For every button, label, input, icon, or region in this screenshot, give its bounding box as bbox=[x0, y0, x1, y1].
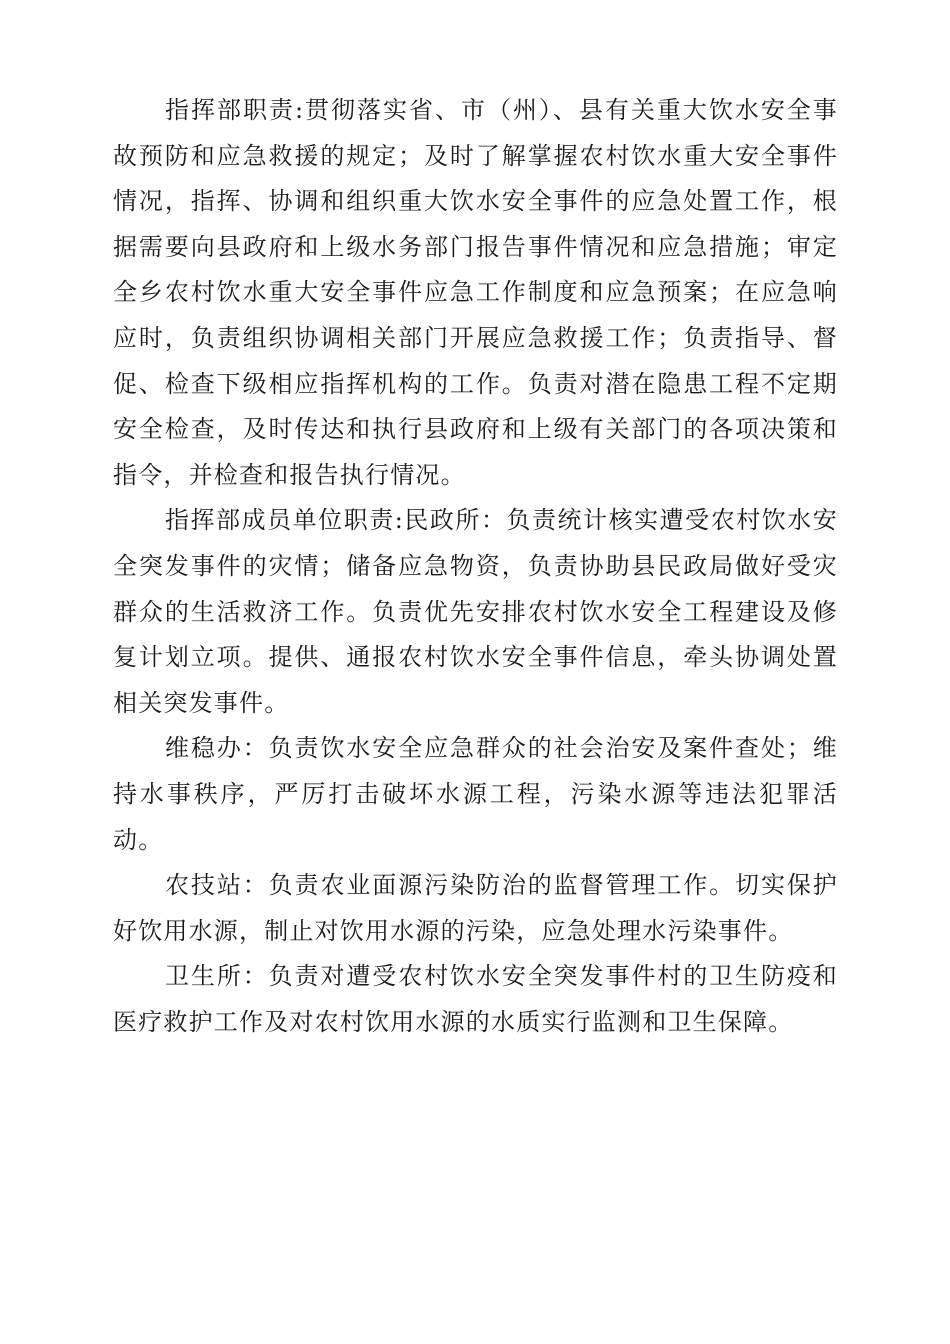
paragraph-command-duties: 指挥部职责:贯彻落实省、市（州）、县有关重大饮水安全事故预防和应急救援的规定；及时了解掌握农村饮水重大安全事件情况，指挥、协调和组织重大饮水安全事件的应急处置工作，根据需要向县政府和上级水务部门报告事件情况和应急措施；审定全乡农村饮水重大安全事件应急工作制度和应急预案；在应急响应时，负责组织协调相关部门开展应急救援工作；负责指导、督促、检查下级相应指挥机构的工作。负责对潜在隐患工程不定期安全检查，及时传达和执行县政府和上级有关部门的各项决策和指令，并检查和报告执行情况。 bbox=[113, 96, 838, 489]
document-body bbox=[113, 88, 838, 1045]
paragraph-health-clinic: 卫生所：负责对遭受农村饮水安全突发事件村的卫生防疫和医疗救护工作及对农村饮用水源的水质实行监测和卫生保障。 bbox=[113, 962, 838, 1036]
paragraph-stability-office: 维稳办：负责饮水安全应急群众的社会治安及案件查处；维持水事秩序，严厉打击破坏水源工程，污染水源等违法犯罪活动。 bbox=[113, 734, 838, 854]
paragraph-member-duties-civil-affairs: 指挥部成员单位职责:民政所：负责统计核实遭受农村饮水安全突发事件的灾情；储备应急物资，负责协助县民政局做好受灾群众的生活救济工作。负责优先安排农村饮水安全工程建设及修复计划立项。提供、通报农村饮水安全事件信息，牵头协调处置相关突发事件。 bbox=[113, 506, 838, 717]
paragraph-agri-tech-station: 农技站：负责农业面源污染防治的监督管理工作。切实保护好饮用水源，制止对饮用水源的污染，应急处理水污染事件。 bbox=[113, 871, 838, 945]
